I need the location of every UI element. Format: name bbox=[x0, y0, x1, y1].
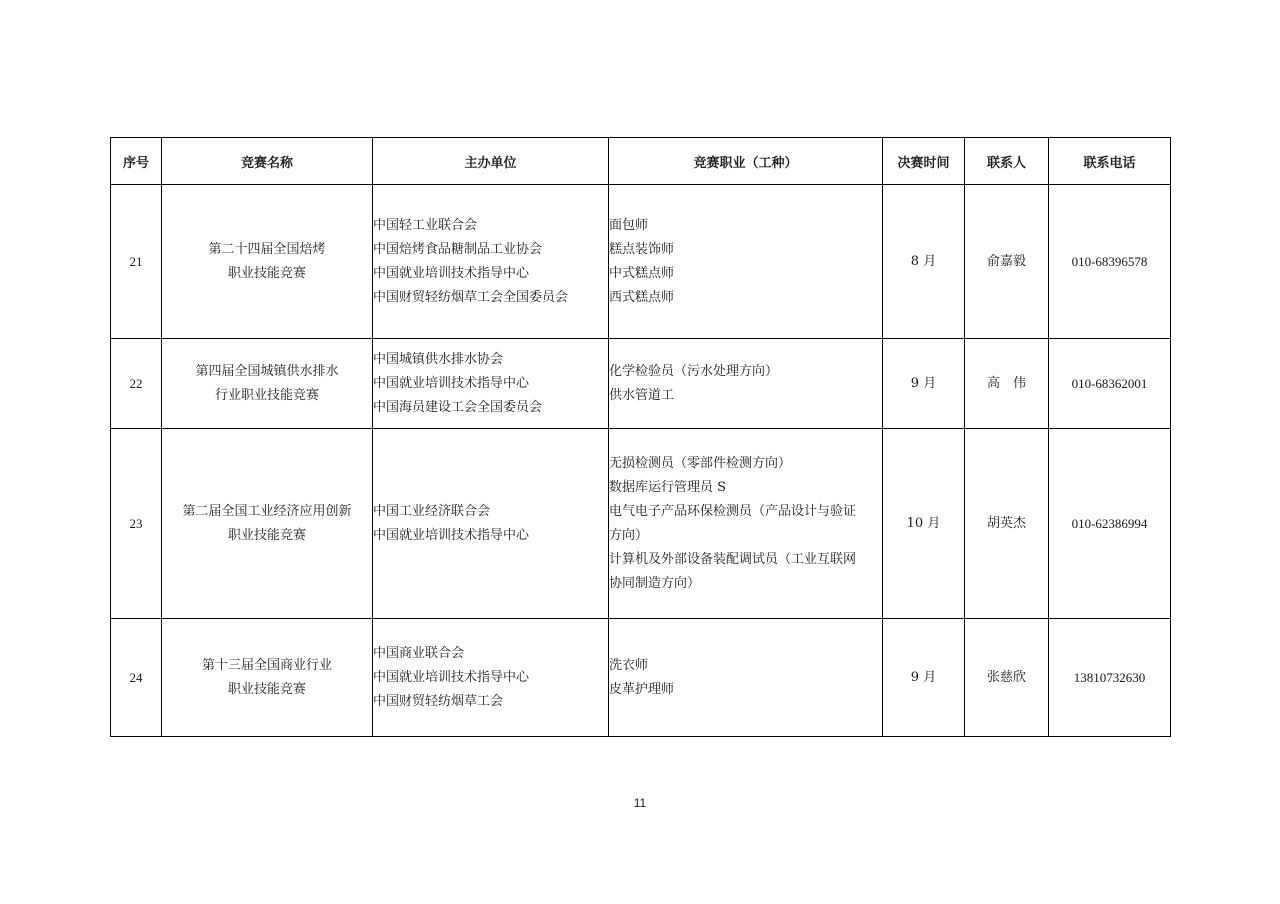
header-organizers: 主办单位 bbox=[373, 138, 609, 185]
organizers bbox=[373, 429, 609, 619]
organizer-line: 中国就业培训技术指导中心 bbox=[373, 375, 530, 391]
occupation-line: 西式糕点师 bbox=[609, 289, 675, 305]
organizer-line: 中国轻工业联合会 bbox=[373, 217, 478, 233]
table-row bbox=[111, 429, 1171, 619]
final-time: 10 月 bbox=[883, 429, 965, 619]
name-line: 第二届全国工业经济应用创新 bbox=[182, 503, 352, 519]
occupations bbox=[609, 185, 883, 339]
organizers bbox=[373, 339, 609, 429]
occupation-line: 无损检测员（零部件检测方向） bbox=[609, 455, 792, 471]
organizer-line: 中国商业联合会 bbox=[373, 645, 465, 661]
name-line: 第四届全国城镇供水排水 bbox=[195, 363, 339, 379]
occupations bbox=[609, 429, 883, 619]
page-number: 11 bbox=[633, 796, 647, 810]
competition-name bbox=[162, 619, 373, 737]
organizer-line: 中国城镇供水排水协会 bbox=[373, 351, 504, 367]
name-line: 职业技能竞赛 bbox=[227, 681, 306, 697]
header-occupations: 竞赛职业（工种） bbox=[609, 138, 883, 185]
occupation-line: 糕点装饰师 bbox=[609, 241, 675, 257]
contact-person: 高 伟 bbox=[965, 339, 1049, 429]
name-line: 行业职业技能竞赛 bbox=[214, 387, 319, 403]
contact-phone: 010-62386994 bbox=[1049, 429, 1171, 619]
occupation-line: 数据库运行管理员 S bbox=[609, 479, 727, 495]
occupation-line: 洗衣师 bbox=[609, 657, 649, 673]
row-no: 22 bbox=[111, 339, 162, 429]
contact-phone: 010-68362001 bbox=[1049, 339, 1171, 429]
competition-name bbox=[162, 185, 373, 339]
occupations bbox=[609, 619, 883, 737]
header-no: 序号 bbox=[111, 138, 162, 185]
occupation-line: 协同制造方向） bbox=[609, 575, 701, 591]
organizer-line: 中国财贸轻纺烟草工会 bbox=[373, 693, 504, 709]
organizer-line: 中国海员建设工会全国委员会 bbox=[373, 399, 543, 415]
organizer-line: 中国焙烤食品糖制品工业协会 bbox=[373, 241, 543, 257]
final-time: 9 月 bbox=[883, 619, 965, 737]
contact-phone: 13810732630 bbox=[1049, 619, 1171, 737]
competition-table bbox=[110, 137, 1171, 737]
table-row bbox=[111, 339, 1171, 429]
row-no: 24 bbox=[111, 619, 162, 737]
row-no: 21 bbox=[111, 185, 162, 339]
header-contact: 联系人 bbox=[965, 138, 1049, 185]
occupations bbox=[609, 339, 883, 429]
occupation-line: 化学检验员（污水处理方向） bbox=[609, 363, 779, 379]
contact-person: 俞嘉毅 bbox=[965, 185, 1049, 339]
name-line: 职业技能竞赛 bbox=[227, 527, 306, 543]
organizer-line: 中国工业经济联合会 bbox=[373, 503, 491, 519]
competition-name bbox=[162, 339, 373, 429]
final-time: 8 月 bbox=[883, 185, 965, 339]
name-line: 第二十四届全国焙烤 bbox=[208, 241, 326, 257]
organizer-line: 中国就业培训技术指导中心 bbox=[373, 527, 530, 543]
competition-name bbox=[162, 429, 373, 619]
header-final-time: 决赛时间 bbox=[883, 138, 965, 185]
occupation-line: 皮革护理师 bbox=[609, 681, 675, 697]
header-phone: 联系电话 bbox=[1049, 138, 1171, 185]
table-row bbox=[111, 185, 1171, 339]
table-row bbox=[111, 619, 1171, 737]
organizer-line: 中国财贸轻纺烟草工会全国委员会 bbox=[373, 289, 569, 305]
contact-person: 张慈欣 bbox=[965, 619, 1049, 737]
occupation-line: 面包师 bbox=[609, 217, 649, 233]
header-competition-name: 竞赛名称 bbox=[162, 138, 373, 185]
name-line: 职业技能竞赛 bbox=[227, 265, 306, 281]
occupation-line: 电气电子产品环保检测员（产品设计与验证 bbox=[609, 503, 857, 519]
occupation-line: 计算机及外部设备装配调试员（工业互联网 bbox=[609, 551, 857, 567]
final-time: 9 月 bbox=[883, 339, 965, 429]
contact-phone: 010-68396578 bbox=[1049, 185, 1171, 339]
occupation-line: 供水管道工 bbox=[609, 387, 675, 403]
contact-person: 胡英杰 bbox=[965, 429, 1049, 619]
occupation-line: 中式糕点师 bbox=[609, 265, 675, 281]
organizer-line: 中国就业培训技术指导中心 bbox=[373, 669, 530, 685]
organizer-line: 中国就业培训技术指导中心 bbox=[373, 265, 530, 281]
organizers bbox=[373, 185, 609, 339]
name-line: 第十三届全国商业行业 bbox=[201, 657, 332, 673]
organizers bbox=[373, 619, 609, 737]
occupation-line: 方向） bbox=[609, 527, 649, 543]
table-header-row bbox=[111, 138, 1171, 185]
row-no: 23 bbox=[111, 429, 162, 619]
